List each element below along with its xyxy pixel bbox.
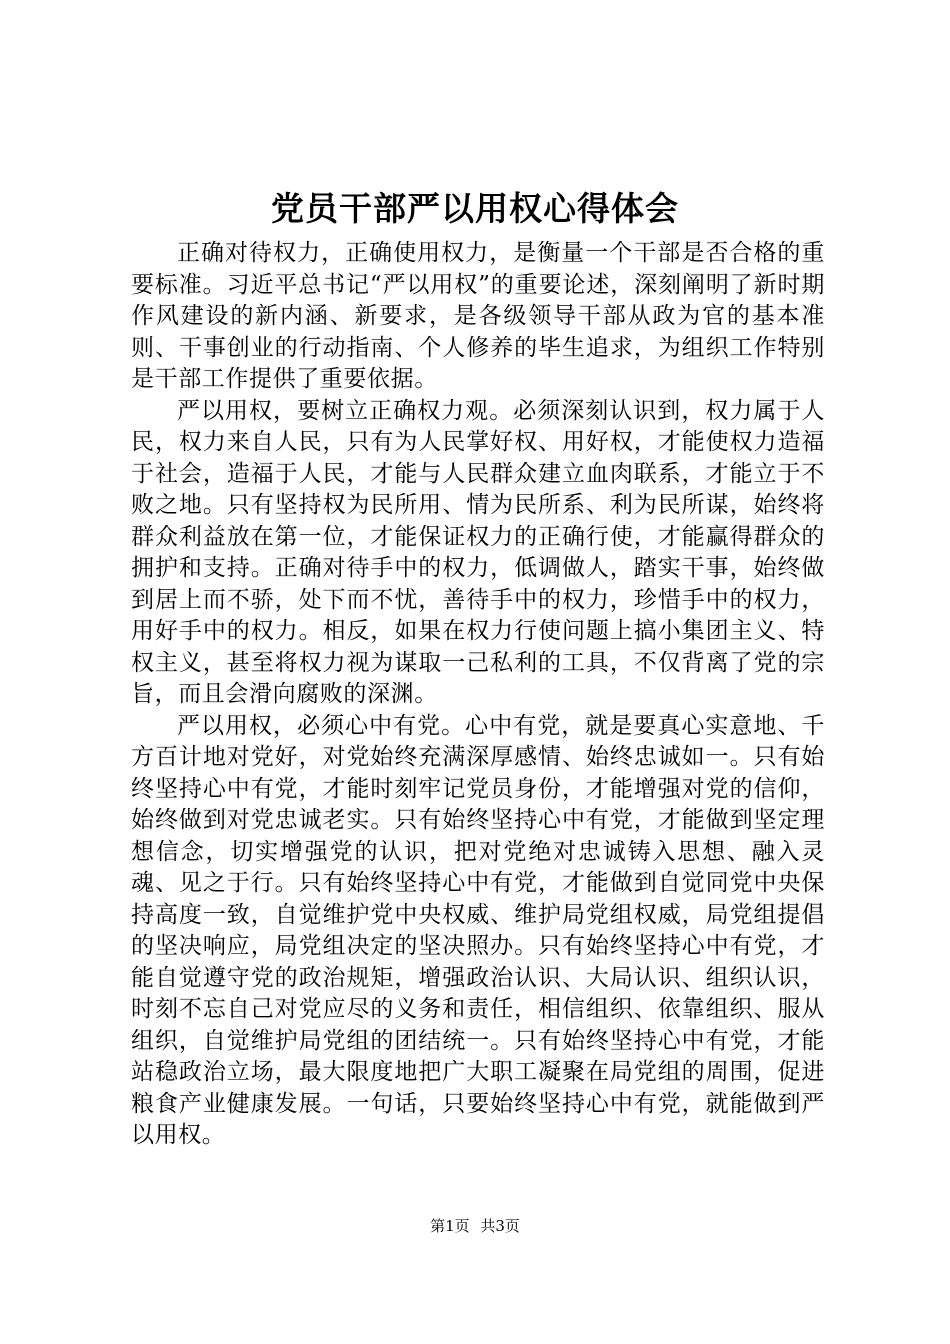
page-total: 共3页 — [480, 1217, 520, 1235]
paragraph-1: 正确对待权力，正确使用权力，是衡量一个干部是否合格的重要标准。习近平总书记“严以用权”的重要论述，深刻阐明了新时期作风建设的新内涵、新要求，是各级领导干部从政为官的基本准则、干事创业的行动指南、个人修养的毕生追求，为组织工作特别是干部工作提供了重要依据。 — [131, 240, 825, 392]
paragraph-2: 严以用权，要树立正确权力观。必须深刻认识到，权力属于人民，权力来自人民，只有为人民掌好权、用好权，才能使权力造福于社会，造福于人民，才能与人民群众建立血肉联系，才能立于不败之地。只有坚持权为民所用、情为民所系、利为民所谋，始终将群众利益放在第一位，才能保证权力的正确行使，才能赢得群众的拥护和支持。正确对待手中的权力，低调做人，踏实干事，始终做到居上而不骄，处下而不忧，善待手中的权力，珍惜手中的权力，用好手中的权力。相反，如果在权力行使问题上搞小集团主义、特权主义，甚至将权力视为谋取一己私利的工具，不仅背离了党的宗旨，而且会滑向腐败的深渊。 — [131, 397, 825, 707]
page-number: 第1页 — [430, 1217, 470, 1235]
document-title: 党员干部严以用权心得体会 — [271, 189, 679, 228]
paragraph-3: 严以用权，必须心中有党。心中有党，就是要真心实意地、千方百计地对党好，对党始终充满深厚感情、始终忠诚如一。只有始终坚持心中有党，才能时刻牢记党员身份，才能增强对党的信仰，始终做到对党忠诚老实。只有始终坚持心中有党，才能做到坚定理想信念，切实增强党的认识，把对党绝对忠诚铸入思想、融入灵魂、见之于行。只有始终坚持心中有党，才能做到自觉同党中央保持高度一致，自觉维护党中央权威、维护局党组权威，局党组提倡的坚决响应，局党组决定的坚决照办。只有始终坚持心中有党，才能自觉遵守党的政治规矩，增强政治认识、大局认识、组织认识，时刻不忘自己对党应尽的义务和责任，相信组织、依靠组织、服从组织，自觉维护局党组的团结统一。只有始终坚持心中有党，才能站稳政治立场，最大限度地把广大职工凝聚在局党组的周围，促进粮食产业健康发展。一句话，只要始终坚持心中有党，就能做到严以用权。 — [131, 712, 825, 1148]
page-footer — [0, 1216, 950, 1236]
document-body — [131, 238, 825, 1152]
